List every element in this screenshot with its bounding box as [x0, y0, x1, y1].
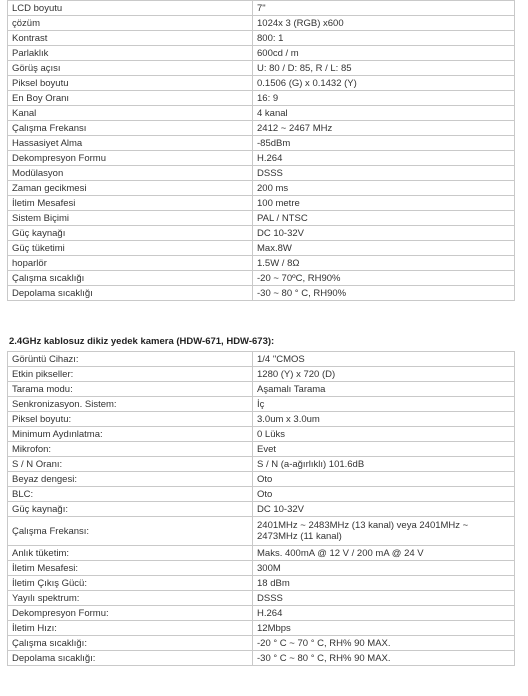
spec-label: Yayılı spektrum: — [8, 591, 253, 606]
table-row — [8, 46, 515, 61]
spec-value: 4 kanal — [253, 106, 515, 121]
spec-label: Görüntü Cihazı: — [8, 352, 253, 367]
spec-label: Görüş açısı — [8, 61, 253, 76]
table-row — [8, 606, 515, 621]
table-row — [8, 226, 515, 241]
spec-value: DSSS — [253, 591, 515, 606]
spec-value: 3.0um x 3.0um — [253, 412, 515, 427]
table-row — [8, 151, 515, 166]
table-row — [8, 502, 515, 517]
spec-label: İletim Çıkış Gücü: — [8, 576, 253, 591]
spec-value: H.264 — [253, 606, 515, 621]
table-row — [8, 367, 515, 382]
table-row — [8, 546, 515, 561]
spec-label: Çalışma Frekansı — [8, 121, 253, 136]
spec-label: Tarama modu: — [8, 382, 253, 397]
table-row — [8, 1, 515, 16]
table-row — [8, 517, 515, 546]
spec-value: 18 dBm — [253, 576, 515, 591]
spec-value: İç — [253, 397, 515, 412]
spec-label: Zaman gecikmesi — [8, 181, 253, 196]
display-spec-table — [7, 0, 515, 301]
spec-value: -30 ~ 80 ° C, RH90% — [253, 286, 515, 301]
table-row — [8, 256, 515, 271]
spec-label: S / N Oranı: — [8, 457, 253, 472]
spec-value: Maks. 400mA @ 12 V / 200 mA @ 24 V — [253, 546, 515, 561]
table-row — [8, 91, 515, 106]
spec-value: Max.8W — [253, 241, 515, 256]
spec-label: Dekompresyon Formu — [8, 151, 253, 166]
spec-label: Anlık tüketim: — [8, 546, 253, 561]
spec-label: İletim Mesafesi: — [8, 561, 253, 576]
table-row — [8, 427, 515, 442]
spec-value: S / N (a-ağırlıklı) 101.6dB — [253, 457, 515, 472]
spec-label: Senkronizasyon. Sistem: — [8, 397, 253, 412]
table-row — [8, 181, 515, 196]
table-row — [8, 136, 515, 151]
spec-label: Minimum Aydınlatma: — [8, 427, 253, 442]
table-row — [8, 166, 515, 181]
spec-label: Güç tüketimi — [8, 241, 253, 256]
spec-value: 1/4 "CMOS — [253, 352, 515, 367]
spec-label: Depolama sıcaklığı: — [8, 651, 253, 666]
spec-value: U: 80 / D: 85, R / L: 85 — [253, 61, 515, 76]
spec-value: Aşamalı Tarama — [253, 382, 515, 397]
table-row — [8, 412, 515, 427]
spec-value: 300M — [253, 561, 515, 576]
spec-value: 16: 9 — [253, 91, 515, 106]
spec-label: İletim Mesafesi — [8, 196, 253, 211]
spec-label: Çalışma sıcaklığı — [8, 271, 253, 286]
spec-value: DC 10-32V — [253, 502, 515, 517]
table-row — [8, 211, 515, 226]
table-row — [8, 561, 515, 576]
spec-value: 1024x 3 (RGB) x600 — [253, 16, 515, 31]
table-row — [8, 16, 515, 31]
spec-label: Çalışma sıcaklığı: — [8, 636, 253, 651]
spec-value: -30 ° C ~ 80 ° C, RH% 90 MAX. — [253, 651, 515, 666]
spec-value: 0.1506 (G) x 0.1432 (Y) — [253, 76, 515, 91]
spec-label: Kontrast — [8, 31, 253, 46]
spec-value: 600cd / m — [253, 46, 515, 61]
table-row — [8, 591, 515, 606]
spec-value: DC 10-32V — [253, 226, 515, 241]
spec-label: Beyaz dengesi: — [8, 472, 253, 487]
spec-value: -85dBm — [253, 136, 515, 151]
spec-value: 7" — [253, 1, 515, 16]
spec-value: 12Mbps — [253, 621, 515, 636]
table-row — [8, 61, 515, 76]
table-row — [8, 472, 515, 487]
spec-label: Piksel boyutu: — [8, 412, 253, 427]
spec-value: 1.5W / 8Ω — [253, 256, 515, 271]
table-row — [8, 286, 515, 301]
table-row — [8, 457, 515, 472]
spec-value: 2401MHz ~ 2483MHz (13 kanal) veya 2401MHz ~ 2473MHz (11 kanal) — [253, 517, 515, 546]
table-row — [8, 271, 515, 286]
table-row — [8, 442, 515, 457]
spec-value: Evet — [253, 442, 515, 457]
table-row — [8, 31, 515, 46]
spec-label: Çalışma Frekansı: — [8, 517, 253, 546]
spec-value: PAL / NTSC — [253, 211, 515, 226]
table-row — [8, 121, 515, 136]
table-row — [8, 382, 515, 397]
spec-label: Modülasyon — [8, 166, 253, 181]
spec-label: Güç kaynağı: — [8, 502, 253, 517]
table-row — [8, 241, 515, 256]
spec-value: Oto — [253, 487, 515, 502]
spec-label: Parlaklık — [8, 46, 253, 61]
table-row — [8, 487, 515, 502]
table-row — [8, 106, 515, 121]
spec-value: 0 Lüks — [253, 427, 515, 442]
spec-label: LCD boyutu — [8, 1, 253, 16]
spec-label: Depolama sıcaklığı — [8, 286, 253, 301]
spec-value: 1280 (Y) x 720 (D) — [253, 367, 515, 382]
spec-label: Kanal — [8, 106, 253, 121]
table-row — [8, 352, 515, 367]
table-row — [8, 621, 515, 636]
table-row — [8, 651, 515, 666]
spec-label: Güç kaynağı — [8, 226, 253, 241]
camera-section-heading: 2.4GHz kablosuz dikiz yedek kamera (HDW-671, HDW-673): — [9, 336, 275, 347]
spec-value: H.264 — [253, 151, 515, 166]
spec-label: İletim Hızı: — [8, 621, 253, 636]
table-row — [8, 636, 515, 651]
spec-value: Oto — [253, 472, 515, 487]
camera-spec-table — [7, 351, 515, 666]
spec-label: çözüm — [8, 16, 253, 31]
spec-value: 2412 ~ 2467 MHz — [253, 121, 515, 136]
table-row — [8, 397, 515, 412]
table-row — [8, 76, 515, 91]
spec-label: Hassasiyet Alma — [8, 136, 253, 151]
spec-value: DSSS — [253, 166, 515, 181]
spec-label: En Boy Oranı — [8, 91, 253, 106]
spec-value: 200 ms — [253, 181, 515, 196]
spec-label: Sistem Biçimi — [8, 211, 253, 226]
spec-label: Piksel boyutu — [8, 76, 253, 91]
spec-label: Dekompresyon Formu: — [8, 606, 253, 621]
spec-value: -20 ° C ~ 70 ° C, RH% 90 MAX. — [253, 636, 515, 651]
spec-label: BLC: — [8, 487, 253, 502]
spec-label: Etkin pikseller: — [8, 367, 253, 382]
spec-label: hoparlör — [8, 256, 253, 271]
spec-value: -20 ~ 70ºC, RH90% — [253, 271, 515, 286]
table-row — [8, 196, 515, 211]
table-row — [8, 576, 515, 591]
spec-value: 800: 1 — [253, 31, 515, 46]
spec-value: 100 metre — [253, 196, 515, 211]
spec-label: Mikrofon: — [8, 442, 253, 457]
